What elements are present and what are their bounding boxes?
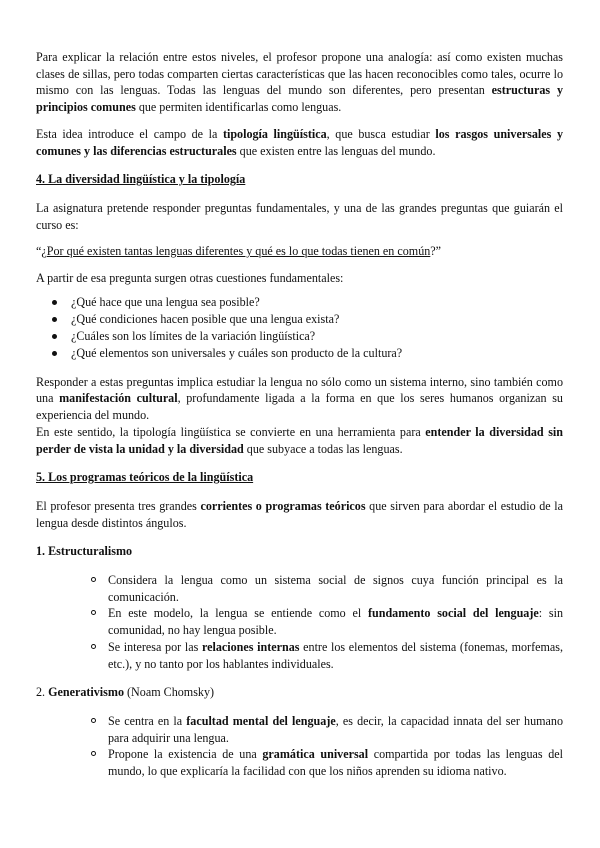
bold-text: manifestación cultural	[59, 391, 178, 406]
text: que permiten identificarlas como lenguas.	[135, 100, 342, 115]
document-page	[36, 49, 563, 780]
text: Esta idea introduce el campo de la	[36, 126, 223, 141]
questions-list	[36, 294, 563, 362]
paragraph-typology	[36, 126, 563, 159]
section-heading-4: 4. La diversidad lingüística y la tipología	[36, 172, 246, 187]
text: Para explicar la relación entre estos niveles, el profesor propone una analogía: así como existen muchas clases de sillas, pero todas comparten ciertas características que las hacen reconocibles como tales, ocurre lo mismo con las lenguas. Todas las lenguas del mundo son diferentes, pero presentan	[36, 50, 563, 98]
bullet-icon	[52, 334, 57, 339]
circle-bullet-icon	[91, 718, 96, 723]
text: Responder a estas preguntas implica estudiar la lengua no sólo como un sistema interno, sino también como una	[36, 374, 563, 406]
list-item: En este modelo, la lengua se entiende como el fundamento social del lenguaje: sin comunidad, no hay lengua posible.	[36, 605, 563, 638]
bold-text: entender la diversidad sin perder de vista la unidad y la diversidad	[36, 424, 563, 456]
structuralism-list	[36, 572, 563, 672]
list-item: ¿Qué hace que una lengua sea posible?	[36, 294, 563, 311]
list-item: Se centra en la facultad mental del lenguaje, es decir, la capacidad innata del ser humano para adquirir una lengua.	[36, 713, 563, 746]
paragraph-diversity	[36, 424, 563, 457]
bullet-icon	[52, 300, 57, 305]
list-item: Considera la lengua como un sistema social de signos cuya función principal es la comunicación.	[36, 572, 563, 605]
bold-text: estructuras y principios comunes	[36, 83, 563, 115]
quoted-question	[36, 243, 563, 260]
circle-bullet-icon	[91, 610, 96, 615]
subheading-structuralism: 1. Estructuralismo	[36, 544, 133, 559]
text: El profesor presenta tres grandes	[36, 498, 201, 513]
list-item: ¿Qué condiciones hacen posible que una lengua exista?	[36, 311, 563, 328]
text: En este sentido, la tipología lingüística se convierte en una herramienta para	[36, 424, 426, 439]
bold-text: tipología lingüística	[222, 126, 327, 141]
list-item: Se interesa por las relaciones internas entre los elementos del sistema (fonemas, morfemas, etc.), y no tanto por los hablantes individuales.	[36, 639, 563, 672]
paragraph-course-question: La asignatura pretende responder preguntas fundamentales, y una de las grandes preguntas que guiarán el curso es:	[36, 200, 563, 232]
text: , que busca estudiar	[326, 126, 436, 141]
quote-text: Por qué existen tantas lenguas diferentes y qué es lo que todas tienen en común	[46, 244, 431, 259]
circle-bullet-icon	[91, 644, 96, 649]
text: que existen entre las lenguas del mundo.	[236, 143, 436, 158]
section-heading-5: 5. Los programas teóricos de la lingüística	[36, 470, 254, 485]
text: que sirven para abordar el estudio de la lengua desde distintos ángulos.	[36, 498, 564, 530]
list-item: Propone la existencia de una gramática universal compartida por todas las lenguas del mundo, lo que explicaría la facilidad con que los niños aprenden su idioma nativo.	[36, 746, 563, 779]
circle-bullet-icon	[91, 751, 96, 756]
bold-text: corrientes o programas teóricos	[200, 498, 366, 513]
text: que subyace a todas las lenguas.	[243, 441, 403, 456]
paragraph-programs	[36, 498, 563, 531]
subheading-generativism: 2. Generativismo (Noam Chomsky)	[36, 685, 215, 700]
bold-text: los rasgos universales y comunes y las diferencias estructurales	[36, 126, 564, 158]
quote-open: “¿	[36, 244, 47, 259]
bullet-icon	[52, 351, 57, 356]
generativism-list	[36, 713, 563, 780]
text: , profundamente ligada a la forma en que los seres humanos organizan su experiencia del mundo.	[36, 391, 563, 423]
quote-close: ?”	[430, 244, 442, 259]
paragraph-cultural	[36, 374, 563, 424]
bullet-icon	[52, 317, 57, 322]
circle-bullet-icon	[91, 577, 96, 582]
list-item: ¿Qué elementos son universales y cuáles son producto de la cultura?	[36, 345, 563, 362]
paragraph-questions-intro: A partir de esa pregunta surgen otras cuestiones fundamentales:	[36, 271, 344, 286]
paragraph-analogy	[36, 49, 563, 116]
list-item: ¿Cuáles son los límites de la variación lingüística?	[36, 328, 563, 345]
